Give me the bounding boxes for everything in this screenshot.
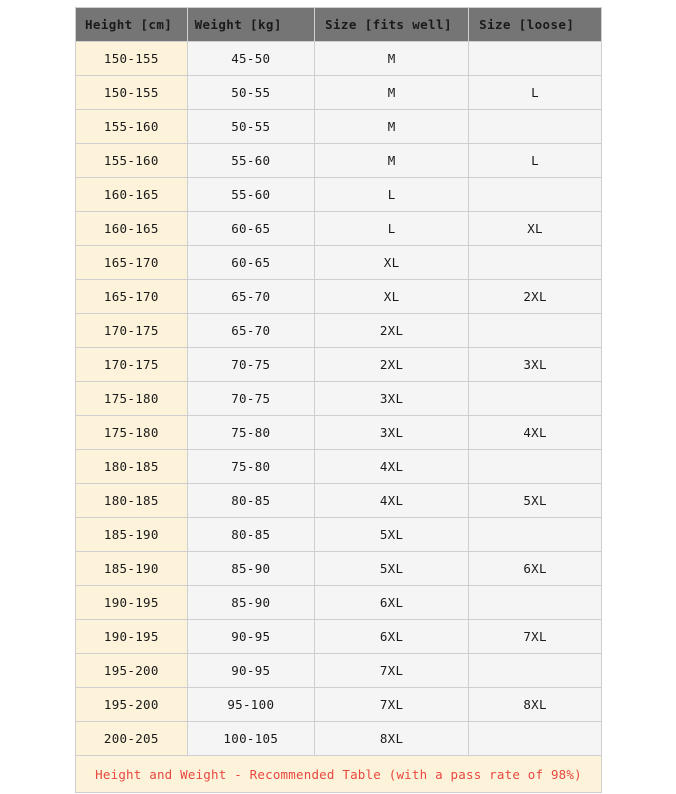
table-row bbox=[76, 484, 602, 518]
cell-size-loose bbox=[469, 42, 602, 76]
cell-weight: 60-65 bbox=[187, 246, 315, 280]
cell-size-fits-well: 4XL bbox=[315, 450, 469, 484]
cell-weight: 100-105 bbox=[187, 722, 315, 756]
cell-weight: 65-70 bbox=[187, 280, 315, 314]
cell-weight: 50-55 bbox=[187, 76, 315, 110]
cell-size-fits-well: 6XL bbox=[315, 620, 469, 654]
cell-height: 175-180 bbox=[76, 416, 188, 450]
cell-weight: 55-60 bbox=[187, 178, 315, 212]
cell-height: 185-190 bbox=[76, 518, 188, 552]
cell-weight: 50-55 bbox=[187, 110, 315, 144]
table-row bbox=[76, 348, 602, 382]
cell-height: 195-200 bbox=[76, 688, 188, 722]
cell-size-fits-well: L bbox=[315, 178, 469, 212]
cell-size-fits-well: 8XL bbox=[315, 722, 469, 756]
table-row bbox=[76, 382, 602, 416]
cell-height: 165-170 bbox=[76, 280, 188, 314]
cell-size-loose: 5XL bbox=[469, 484, 602, 518]
cell-height: 190-195 bbox=[76, 586, 188, 620]
table-row bbox=[76, 450, 602, 484]
cell-size-loose: 4XL bbox=[469, 416, 602, 450]
cell-weight: 80-85 bbox=[187, 518, 315, 552]
cell-size-fits-well: 7XL bbox=[315, 688, 469, 722]
table-header bbox=[76, 8, 602, 42]
table-row bbox=[76, 42, 602, 76]
table-row bbox=[76, 178, 602, 212]
cell-size-fits-well: M bbox=[315, 144, 469, 178]
cell-weight: 70-75 bbox=[187, 348, 315, 382]
cell-weight: 90-95 bbox=[187, 620, 315, 654]
cell-size-fits-well: 6XL bbox=[315, 586, 469, 620]
cell-weight: 60-65 bbox=[187, 212, 315, 246]
cell-size-fits-well: M bbox=[315, 76, 469, 110]
cell-size-loose: 6XL bbox=[469, 552, 602, 586]
cell-size-loose bbox=[469, 110, 602, 144]
cell-size-loose: 3XL bbox=[469, 348, 602, 382]
cell-size-fits-well: M bbox=[315, 42, 469, 76]
cell-height: 180-185 bbox=[76, 450, 188, 484]
cell-size-loose bbox=[469, 518, 602, 552]
cell-weight: 75-80 bbox=[187, 416, 315, 450]
table-row bbox=[76, 144, 602, 178]
cell-size-loose bbox=[469, 654, 602, 688]
cell-height: 160-165 bbox=[76, 178, 188, 212]
table-row bbox=[76, 552, 602, 586]
table-row bbox=[76, 76, 602, 110]
cell-weight: 70-75 bbox=[187, 382, 315, 416]
cell-size-loose: 7XL bbox=[469, 620, 602, 654]
table-row bbox=[76, 654, 602, 688]
table-body bbox=[76, 42, 602, 756]
cell-size-fits-well: 4XL bbox=[315, 484, 469, 518]
cell-size-fits-well: 3XL bbox=[315, 416, 469, 450]
cell-weight: 85-90 bbox=[187, 586, 315, 620]
cell-size-loose: 8XL bbox=[469, 688, 602, 722]
cell-size-fits-well: 7XL bbox=[315, 654, 469, 688]
cell-size-fits-well: 2XL bbox=[315, 348, 469, 382]
cell-size-fits-well: 2XL bbox=[315, 314, 469, 348]
cell-height: 170-175 bbox=[76, 314, 188, 348]
table-row bbox=[76, 620, 602, 654]
cell-size-fits-well: XL bbox=[315, 280, 469, 314]
cell-size-fits-well: M bbox=[315, 110, 469, 144]
cell-size-fits-well: 3XL bbox=[315, 382, 469, 416]
cell-size-loose bbox=[469, 314, 602, 348]
cell-size-loose bbox=[469, 586, 602, 620]
cell-size-loose bbox=[469, 722, 602, 756]
cell-height: 160-165 bbox=[76, 212, 188, 246]
table-row bbox=[76, 586, 602, 620]
recommendation-note: Height and Weight - Recommended Table (with a pass rate of 98%) bbox=[76, 756, 602, 793]
table-row bbox=[76, 416, 602, 450]
cell-size-loose: L bbox=[469, 144, 602, 178]
table-row bbox=[76, 110, 602, 144]
cell-weight: 45-50 bbox=[187, 42, 315, 76]
cell-height: 165-170 bbox=[76, 246, 188, 280]
cell-height: 170-175 bbox=[76, 348, 188, 382]
cell-size-fits-well: 5XL bbox=[315, 518, 469, 552]
size-recommendation-table bbox=[75, 7, 602, 793]
table-row bbox=[76, 280, 602, 314]
table-row bbox=[76, 212, 602, 246]
footer-row bbox=[76, 756, 602, 793]
cell-height: 150-155 bbox=[76, 42, 188, 76]
table-row bbox=[76, 246, 602, 280]
cell-size-fits-well: XL bbox=[315, 246, 469, 280]
cell-height: 200-205 bbox=[76, 722, 188, 756]
cell-height: 190-195 bbox=[76, 620, 188, 654]
cell-weight: 85-90 bbox=[187, 552, 315, 586]
column-header-weight: Weight [kg] bbox=[187, 8, 315, 42]
cell-size-loose bbox=[469, 246, 602, 280]
table-row bbox=[76, 518, 602, 552]
cell-size-fits-well: L bbox=[315, 212, 469, 246]
cell-height: 175-180 bbox=[76, 382, 188, 416]
cell-height: 150-155 bbox=[76, 76, 188, 110]
cell-weight: 75-80 bbox=[187, 450, 315, 484]
table-row bbox=[76, 722, 602, 756]
cell-size-loose bbox=[469, 450, 602, 484]
cell-weight: 55-60 bbox=[187, 144, 315, 178]
column-header-height: Height [cm] bbox=[76, 8, 188, 42]
cell-size-loose: XL bbox=[469, 212, 602, 246]
cell-height: 180-185 bbox=[76, 484, 188, 518]
column-header-size-loose: Size [loose] bbox=[469, 8, 602, 42]
table-row bbox=[76, 314, 602, 348]
table-footer bbox=[76, 756, 602, 793]
cell-size-loose: L bbox=[469, 76, 602, 110]
cell-height: 155-160 bbox=[76, 144, 188, 178]
column-header-size-fits-well: Size [fits well] bbox=[315, 8, 469, 42]
cell-size-fits-well: 5XL bbox=[315, 552, 469, 586]
cell-weight: 90-95 bbox=[187, 654, 315, 688]
cell-weight: 80-85 bbox=[187, 484, 315, 518]
cell-height: 195-200 bbox=[76, 654, 188, 688]
cell-height: 155-160 bbox=[76, 110, 188, 144]
table-row bbox=[76, 688, 602, 722]
cell-weight: 95-100 bbox=[187, 688, 315, 722]
cell-size-loose bbox=[469, 382, 602, 416]
header-row bbox=[76, 8, 602, 42]
cell-weight: 65-70 bbox=[187, 314, 315, 348]
cell-size-loose bbox=[469, 178, 602, 212]
cell-size-loose: 2XL bbox=[469, 280, 602, 314]
cell-height: 185-190 bbox=[76, 552, 188, 586]
